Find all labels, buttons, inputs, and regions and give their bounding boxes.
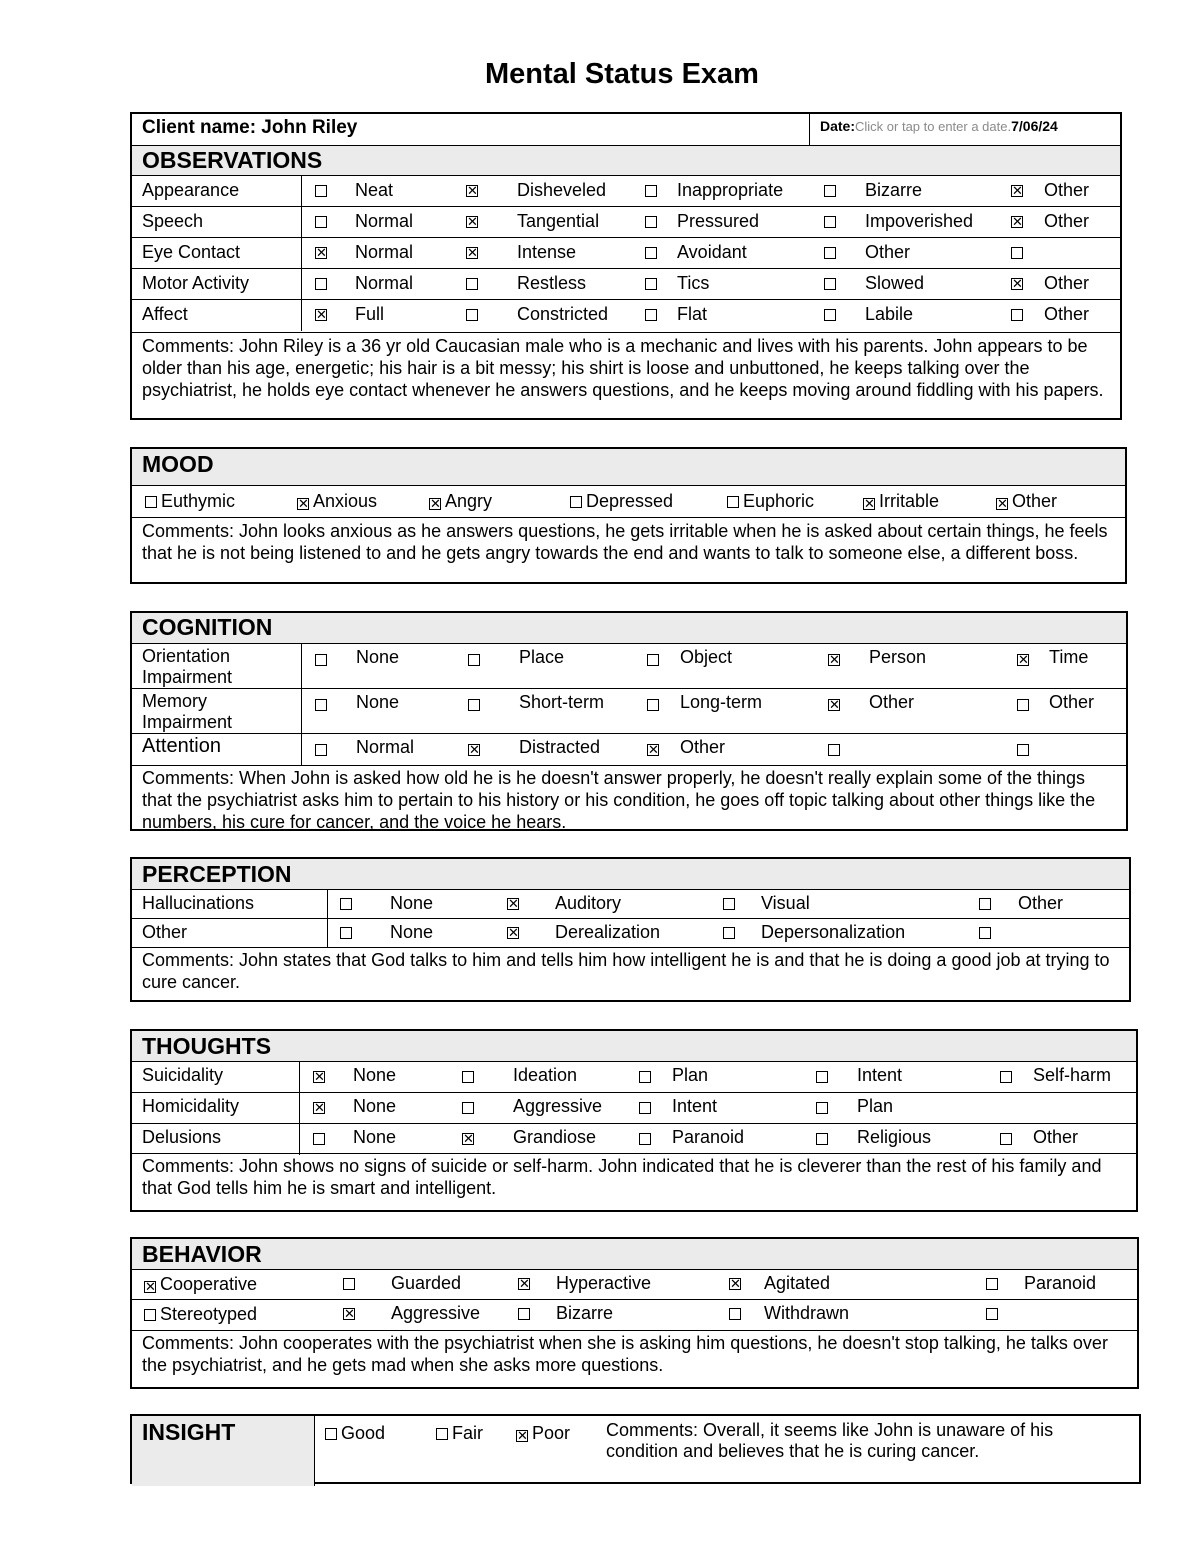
cognition-checkbox[interactable]	[828, 744, 840, 756]
mood-checkbox[interactable]	[145, 496, 157, 508]
mood-option-label: Anxious	[313, 491, 378, 511]
behavior-comments-row	[132, 1330, 1137, 1389]
observations-checkbox[interactable]	[645, 185, 657, 197]
insight-checkbox[interactable]	[516, 1430, 528, 1442]
cognition-option-label: Long-term	[680, 692, 763, 712]
thoughts-option-label: Ideation	[513, 1065, 578, 1085]
insight-heading: INSIGHT	[142, 1419, 236, 1445]
insight-option-label: Good	[341, 1423, 386, 1443]
client-name-field[interactable]: Client name: John Riley	[142, 117, 358, 138]
cognition-option-label: Distracted	[519, 737, 601, 757]
client-row	[132, 114, 1120, 145]
insight-heading-cell	[132, 1416, 314, 1486]
behavior-option-label: Hyperactive	[556, 1273, 652, 1293]
perception-checkbox[interactable]	[340, 898, 352, 910]
observations-row	[132, 175, 1120, 206]
observations-row	[132, 268, 1120, 299]
perception-option-label: None	[390, 922, 434, 942]
mood-option-label: Other	[1012, 491, 1058, 511]
behavior-option-label: Aggressive	[391, 1303, 481, 1323]
perception-row-label: Hallucinations	[142, 893, 255, 913]
observations-option-label: Other	[1044, 304, 1090, 324]
thoughts-checkbox[interactable]	[462, 1102, 474, 1114]
cognition-checkbox[interactable]	[647, 654, 659, 666]
thoughts-option-label: None	[353, 1127, 397, 1147]
behavior-checkbox[interactable]	[518, 1278, 530, 1290]
mood-checkbox[interactable]	[429, 498, 441, 510]
mood-option[interactable]	[297, 491, 377, 512]
thoughts-row-label: Suicidality	[142, 1065, 224, 1085]
cognition-row-label: Orientation Impairment	[142, 646, 233, 687]
observations-option-label: Constricted	[517, 304, 609, 324]
thoughts-option-label: Plan	[857, 1096, 894, 1116]
behavior-option-label: Bizarre	[556, 1303, 614, 1323]
cognition-row-label: Attention	[142, 735, 221, 757]
observations-row	[132, 299, 1120, 330]
mood-checkbox[interactable]	[297, 498, 309, 510]
observations-checkbox[interactable]	[824, 309, 836, 321]
behavior-option-label: Agitated	[764, 1273, 831, 1293]
observations-option-label: Normal	[355, 242, 414, 262]
behavior-option-label: Stereotyped	[160, 1304, 258, 1324]
insight-option-label: Poor	[532, 1423, 571, 1443]
cognition-row	[132, 643, 1126, 688]
cognition-checkbox[interactable]	[1017, 699, 1029, 711]
cognition-section	[130, 611, 1128, 831]
thoughts-option-label: Paranoid	[672, 1127, 745, 1147]
mood-option-label: Depressed	[586, 491, 674, 511]
behavior-option-label: Paranoid	[1024, 1273, 1097, 1293]
thoughts-option-label: Grandiose	[513, 1127, 597, 1147]
mood-checkbox[interactable]	[570, 496, 582, 508]
mood-comments-row	[132, 517, 1125, 584]
cognition-option-label: Place	[519, 647, 565, 667]
cognition-checkbox[interactable]	[315, 699, 327, 711]
observations-section	[130, 112, 1122, 420]
thoughts-checkbox[interactable]	[313, 1133, 325, 1145]
cognition-option-label: Person	[869, 647, 927, 667]
perception-checkbox[interactable]	[979, 927, 991, 939]
observations-option-label: Pressured	[677, 211, 760, 231]
thoughts-option-label: Aggressive	[513, 1096, 603, 1116]
thoughts-row-label: Delusions	[142, 1127, 222, 1147]
observations-row-label: Speech	[142, 211, 204, 231]
perception-heading: PERCEPTION	[132, 859, 1129, 889]
observations-comments-row	[132, 332, 1120, 420]
observations-option-label: Labile	[865, 304, 914, 324]
date-label: Date:	[820, 118, 856, 134]
thoughts-option-label: None	[353, 1096, 397, 1116]
behavior-checkbox[interactable]	[986, 1308, 998, 1320]
cognition-option-label: Time	[1049, 647, 1089, 667]
observations-option-label: Restless	[517, 273, 587, 293]
mood-option[interactable]	[145, 491, 235, 512]
thoughts-row	[132, 1092, 1136, 1123]
observations-row	[132, 237, 1120, 268]
date-placeholder: Click or tap to enter a date.	[855, 119, 1012, 134]
thoughts-comments[interactable]: Comments: John shows no signs of suicide or self-harm. John indicated that he is cleverer than the rest of his family and that God tells him he is smart and intelligent.	[142, 1156, 1102, 1198]
behavior-option-label: Cooperative	[160, 1274, 258, 1294]
behavior-option-label: Withdrawn	[764, 1303, 850, 1323]
insight-option[interactable]	[325, 1423, 385, 1444]
observations-option-label: Bizarre	[865, 180, 923, 200]
date-field[interactable]	[820, 118, 1058, 136]
behavior-row	[132, 1299, 1137, 1329]
observations-checkbox[interactable]	[466, 185, 478, 197]
behavior-checkbox[interactable]	[144, 1281, 156, 1293]
observations-checkbox[interactable]	[315, 216, 327, 228]
insight-option-label: Fair	[452, 1423, 483, 1443]
observations-checkbox[interactable]	[466, 278, 478, 290]
thoughts-row-label: Homicidality	[142, 1096, 240, 1116]
mood-option[interactable]	[863, 491, 939, 512]
mood-option-label: Irritable	[879, 491, 940, 511]
behavior-checkbox[interactable]	[343, 1308, 355, 1320]
cognition-row	[132, 688, 1126, 733]
date-value: 7/06/24	[1011, 118, 1058, 134]
cognition-comments[interactable]: Comments: When John is asked how old he is he doesn't answer properly, he doesn't really explain some of the things that the psychiatrist asks him to pertain to his history or his condition, he goes off topic talking about other things like the numbers, his cure for cancer, and the voice he hears.	[142, 768, 1096, 832]
thoughts-checkbox[interactable]	[816, 1102, 828, 1114]
observations-checkbox[interactable]	[315, 278, 327, 290]
thoughts-heading: THOUGHTS	[132, 1031, 1136, 1061]
observations-checkbox[interactable]	[824, 247, 836, 259]
behavior-checkbox[interactable]	[518, 1308, 530, 1320]
cognition-checkbox[interactable]	[647, 744, 659, 756]
observations-checkbox[interactable]	[315, 247, 327, 259]
mood-options-row	[132, 485, 1125, 517]
mood-option[interactable]	[429, 491, 492, 512]
thoughts-checkbox[interactable]	[639, 1071, 651, 1083]
observations-header-row	[132, 145, 1120, 175]
observations-row-label: Appearance	[142, 180, 240, 200]
behavior-section	[130, 1237, 1139, 1389]
observations-checkbox[interactable]	[1011, 278, 1023, 290]
insight-option[interactable]	[516, 1423, 570, 1444]
observations-checkbox[interactable]	[1011, 309, 1023, 321]
perception-option-label: Depersonalization	[761, 922, 906, 942]
thoughts-option-label: Religious	[857, 1127, 932, 1147]
cognition-checkbox[interactable]	[647, 699, 659, 711]
perception-row	[132, 918, 1129, 947]
observations-option-label: Disheveled	[517, 180, 607, 200]
observations-checkbox[interactable]	[645, 278, 657, 290]
thoughts-row	[132, 1123, 1136, 1154]
perception-option-label: Visual	[761, 893, 810, 913]
cognition-heading: COGNITION	[132, 613, 1126, 643]
perception-row-label: Other	[142, 922, 188, 942]
mood-option-label: Euthymic	[161, 491, 236, 511]
cognition-comments-row	[132, 765, 1126, 831]
observations-option-label: Other	[865, 242, 911, 262]
observations-checkbox[interactable]	[315, 309, 327, 321]
mood-option[interactable]	[570, 491, 673, 512]
thoughts-option-label: Self-harm	[1033, 1065, 1112, 1085]
mood-checkbox[interactable]	[863, 498, 875, 510]
observations-option-label: Flat	[677, 304, 708, 324]
perception-checkbox[interactable]	[723, 898, 735, 910]
observations-option-label: Normal	[355, 211, 414, 231]
perception-checkbox[interactable]	[340, 927, 352, 939]
observations-option-label: Other	[1044, 180, 1090, 200]
cognition-checkbox[interactable]	[1017, 744, 1029, 756]
observations-checkbox[interactable]	[1011, 216, 1023, 228]
mood-checkbox[interactable]	[727, 496, 739, 508]
perception-comments[interactable]: Comments: John states that God talks to him and tells him how intelligent he is and that he is doing a good job at trying to cure cancer.	[142, 950, 1110, 992]
observations-row-label: Eye Contact	[142, 242, 241, 262]
perception-row	[132, 889, 1129, 918]
perception-checkbox[interactable]	[507, 927, 519, 939]
thoughts-option-label: Other	[1033, 1127, 1079, 1147]
observations-checkbox[interactable]	[1011, 185, 1023, 197]
thoughts-section	[130, 1029, 1138, 1212]
perception-checkbox[interactable]	[979, 898, 991, 910]
behavior-comments[interactable]: Comments: John cooperates with the psychiatrist when she is asking him questions, he doesn't stop talking, he talks over the psychiatrist, and he gets mad when she asks more questions.	[142, 1333, 1108, 1375]
thoughts-option-label: Intent	[857, 1065, 903, 1085]
cognition-checkbox[interactable]	[468, 654, 480, 666]
perception-option-label: Other	[1018, 893, 1064, 913]
observations-option-label: Impoverished	[865, 211, 974, 231]
observations-heading: OBSERVATIONS	[132, 146, 1120, 175]
cognition-option-label: Other	[869, 692, 915, 712]
thoughts-checkbox[interactable]	[816, 1071, 828, 1083]
observations-checkbox[interactable]	[315, 185, 327, 197]
insight-comments[interactable]: Comments: Overall, it seems like John is unaware of his condition and believes that he is curing cancer.	[606, 1420, 1054, 1461]
behavior-heading: BEHAVIOR	[132, 1239, 1137, 1269]
thoughts-row	[132, 1061, 1136, 1092]
behavior-checkbox[interactable]	[144, 1309, 156, 1321]
cognition-row	[132, 733, 1126, 765]
mood-option-label: Angry	[445, 491, 493, 511]
observations-checkbox[interactable]	[645, 309, 657, 321]
behavior-first-option[interactable]	[144, 1304, 257, 1325]
cognition-option-label: None	[356, 692, 400, 712]
mood-section	[130, 447, 1127, 584]
observations-comments[interactable]: Comments: John Riley is a 36 yr old Caucasian male who is a mechanic and lives with his parents. John appears to be older than his age, energetic; his hair is a bit messy; his shirt is loose and unbuttoned, he keeps talking over the psychiatrist, he holds eye contact whenever he answers questions, and he keeps moving around fiddling with his papers.	[142, 336, 1104, 400]
thoughts-option-label: Intent	[672, 1096, 718, 1116]
observations-option-label: Neat	[355, 180, 394, 200]
behavior-row	[132, 1269, 1137, 1299]
cognition-option-label: Other	[1049, 692, 1095, 712]
thoughts-comments-row	[132, 1153, 1136, 1212]
cognition-checkbox[interactable]	[315, 744, 327, 756]
observations-option-label: Tangential	[517, 211, 600, 231]
cognition-row-label: Memory Impairment	[142, 691, 233, 732]
observations-option-label: Normal	[355, 273, 414, 293]
observations-row	[132, 206, 1120, 237]
mood-heading: MOOD	[132, 449, 1125, 485]
cognition-checkbox[interactable]	[828, 699, 840, 711]
cognition-checkbox[interactable]	[468, 699, 480, 711]
observations-option-label: Tics	[677, 273, 710, 293]
observations-option-label: Other	[1044, 273, 1090, 293]
perception-option-label: Derealization	[555, 922, 661, 942]
observations-option-label: Intense	[517, 242, 577, 262]
cognition-checkbox[interactable]	[468, 744, 480, 756]
perception-comments-row	[132, 947, 1129, 1002]
observations-checkbox[interactable]	[466, 309, 478, 321]
thoughts-checkbox[interactable]	[313, 1071, 325, 1083]
thoughts-checkbox[interactable]	[462, 1071, 474, 1083]
cognition-option-label: Normal	[356, 737, 415, 757]
thoughts-checkbox[interactable]	[639, 1133, 651, 1145]
behavior-checkbox[interactable]	[343, 1278, 355, 1290]
thoughts-checkbox[interactable]	[462, 1133, 474, 1145]
thoughts-option-label: None	[353, 1065, 397, 1085]
cognition-option-label: None	[356, 647, 400, 667]
perception-option-label: None	[390, 893, 434, 913]
observations-checkbox[interactable]	[645, 247, 657, 259]
perception-checkbox[interactable]	[507, 898, 519, 910]
cognition-option-label: Short-term	[519, 692, 605, 712]
insight-section	[130, 1414, 1141, 1484]
thoughts-checkbox[interactable]	[313, 1102, 325, 1114]
observations-checkbox[interactable]	[824, 185, 836, 197]
insight-checkbox[interactable]	[325, 1428, 337, 1440]
perception-section	[130, 857, 1131, 1002]
observations-checkbox[interactable]	[466, 216, 478, 228]
behavior-checkbox[interactable]	[986, 1278, 998, 1290]
observations-option-label: Inappropriate	[677, 180, 784, 200]
observations-checkbox[interactable]	[1011, 247, 1023, 259]
mood-comments[interactable]: Comments: John looks anxious as he answers questions, he gets irritable when he is asked about certain things, he feels that he is not being listened to and he gets angry towards the end and wants to talk to someone else, a different boss.	[142, 521, 1108, 563]
mood-option-label: Euphoric	[743, 491, 815, 511]
thoughts-option-label: Plan	[672, 1065, 709, 1085]
mood-option[interactable]	[996, 491, 1057, 512]
observations-checkbox[interactable]	[645, 216, 657, 228]
thoughts-checkbox[interactable]	[816, 1133, 828, 1145]
behavior-checkbox[interactable]	[729, 1278, 741, 1290]
cognition-option-label: Object	[680, 647, 733, 667]
perception-option-label: Auditory	[555, 893, 622, 913]
cognition-checkbox[interactable]	[1017, 654, 1029, 666]
cognition-option-label: Other	[680, 737, 726, 757]
mood-option[interactable]	[727, 491, 814, 512]
insight-checkbox[interactable]	[436, 1428, 448, 1440]
thoughts-checkbox[interactable]	[639, 1102, 651, 1114]
behavior-first-option[interactable]	[144, 1274, 257, 1295]
observations-row-label: Affect	[142, 304, 188, 324]
thoughts-checkbox[interactable]	[1000, 1133, 1012, 1145]
mood-checkbox[interactable]	[996, 498, 1008, 510]
observations-option-label: Slowed	[865, 273, 925, 293]
observations-checkbox[interactable]	[824, 216, 836, 228]
observations-option-label: Full	[355, 304, 385, 324]
observations-option-label: Avoidant	[677, 242, 747, 262]
observations-checkbox[interactable]	[824, 278, 836, 290]
behavior-option-label: Guarded	[391, 1273, 462, 1293]
perception-checkbox[interactable]	[723, 927, 735, 939]
observations-option-label: Other	[1044, 211, 1090, 231]
page-title: Mental Status Exam	[485, 58, 759, 90]
behavior-checkbox[interactable]	[729, 1308, 741, 1320]
cognition-checkbox[interactable]	[828, 654, 840, 666]
observations-row-label: Motor Activity	[142, 273, 250, 293]
insight-option[interactable]	[436, 1423, 483, 1444]
observations-checkbox[interactable]	[466, 247, 478, 259]
cognition-checkbox[interactable]	[315, 654, 327, 666]
thoughts-checkbox[interactable]	[1000, 1071, 1012, 1083]
